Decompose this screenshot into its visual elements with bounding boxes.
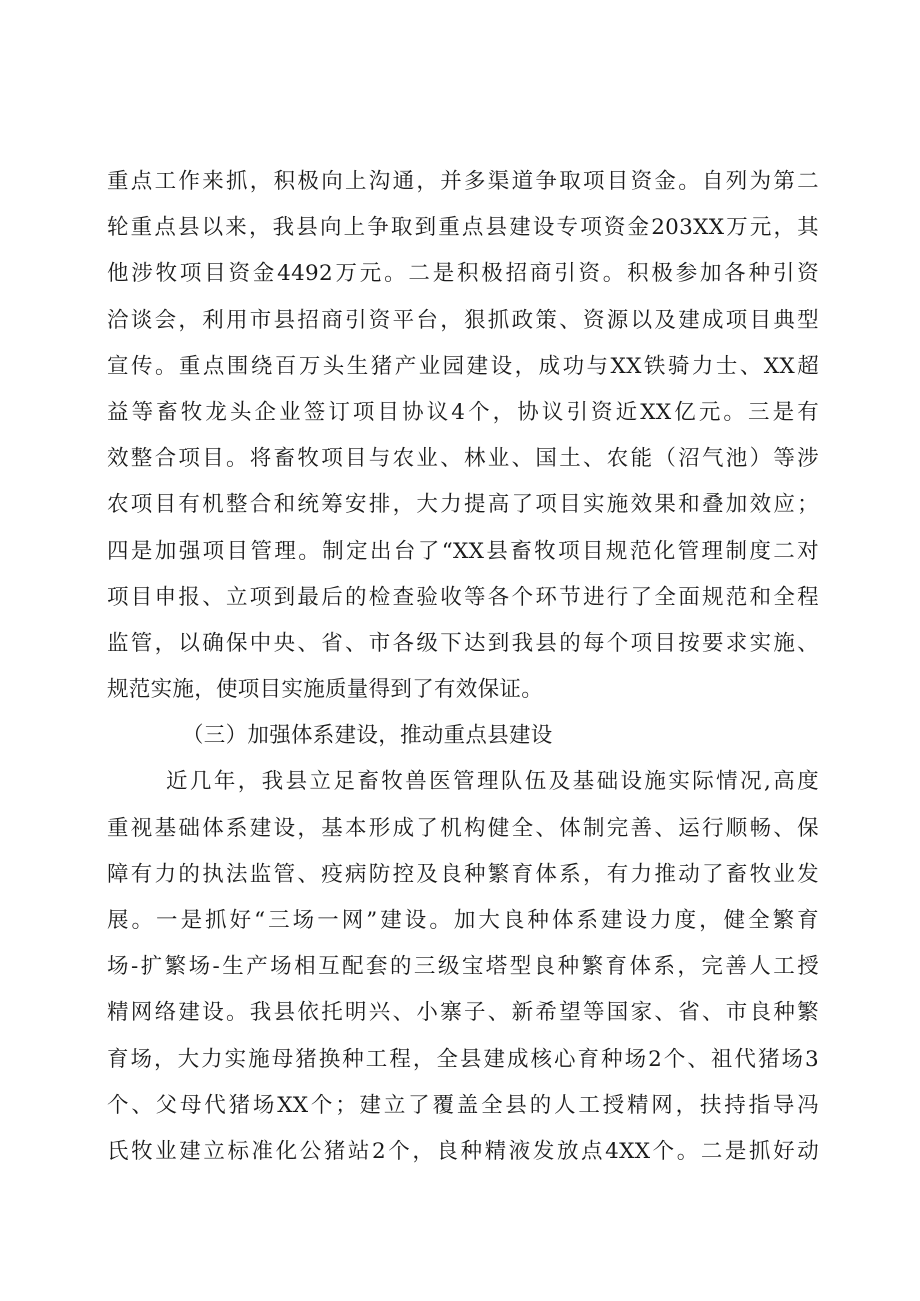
paragraph-line: 农项目有机整合和统筹安排，大力提高了项目实施效果和叠加效应； — [107, 492, 819, 518]
section-heading: （三）加强体系建设，推动重点县建设 — [182, 723, 553, 749]
paragraph-line: 场-扩繁场-生产场相互配套的三级宝塔型良种繁育体系，完善人工授 — [107, 954, 819, 980]
paragraph-line: 障有力的执法监管、疫病防控及良种繁育体系，有力推动了畜牧业发 — [107, 861, 819, 887]
paragraph-line: 他涉牧项目资金4492万元。二是积极招商引资。积极参加各种引资 — [107, 261, 819, 287]
paragraph-line: 精网络建设。我县依托明兴、小寨子、新希望等国家、省、市良种繁 — [107, 1000, 819, 1026]
paragraph-line-first: 近几年，我县立足畜牧兽医管理队伍及基础设施实际情况,高度 — [166, 769, 819, 795]
paragraph-line: 四是加强项目管理。制定出台了“XX县畜牧项目规范化管理制度二对 — [107, 538, 819, 564]
paragraph-line-last: 规范实施，使项目实施质量得到了有效保证。 — [107, 677, 544, 703]
paragraph-line: 展。一是抓好“三场一网”建设。加大良种体系建设力度，健全繁育 — [107, 908, 819, 933]
paragraph-line: 洽谈会，利用市县招商引资平台，狠抓政策、资源以及建成项目典型 — [107, 307, 819, 333]
paragraph-line: 轮重点县以来，我县向上争取到重点县建设专项资金203XX万元，其 — [107, 215, 819, 241]
paragraph-line: 益等畜牧龙头企业签订项目协议4个，协议引资近XX亿元。三是有 — [107, 399, 819, 425]
paragraph-line: 宣传。重点围绕百万头生猪产业园建设，成功与XX铁骑力士、XX超 — [107, 353, 819, 379]
paragraph-line: 氏牧业建立标准化公猪站2个，良种精液发放点4XX个。二是抓好动 — [107, 1138, 819, 1164]
paragraph-line: 重点工作来抓，积极向上沟通，并多渠道争取项目资金。自列为第二 — [107, 169, 819, 194]
paragraph-line: 个、父母代猪场XX个；建立了覆盖全县的人工授精网，扶持指导冯 — [107, 1092, 819, 1118]
paragraph-line: 育场，大力实施母猪换种工程，全县建成核心育种场2个、祖代猪场3 — [107, 1046, 819, 1072]
paragraph-line: 效整合项目。将畜牧项目与农业、林业、国土、农能（沼气池）等涉 — [107, 446, 819, 472]
paragraph-line: 项目申报、立项到最后的检查验收等各个环节进行了全面规范和全程 — [107, 584, 819, 610]
paragraph-line: 监管，以确保中央、省、市各级下达到我县的每个项目按要求实施、 — [107, 630, 819, 656]
document-body — [107, 159, 819, 1175]
paragraph-line: 重视基础体系建设，基本形成了机构健全、体制完善、运行顺畅、保 — [107, 815, 819, 841]
